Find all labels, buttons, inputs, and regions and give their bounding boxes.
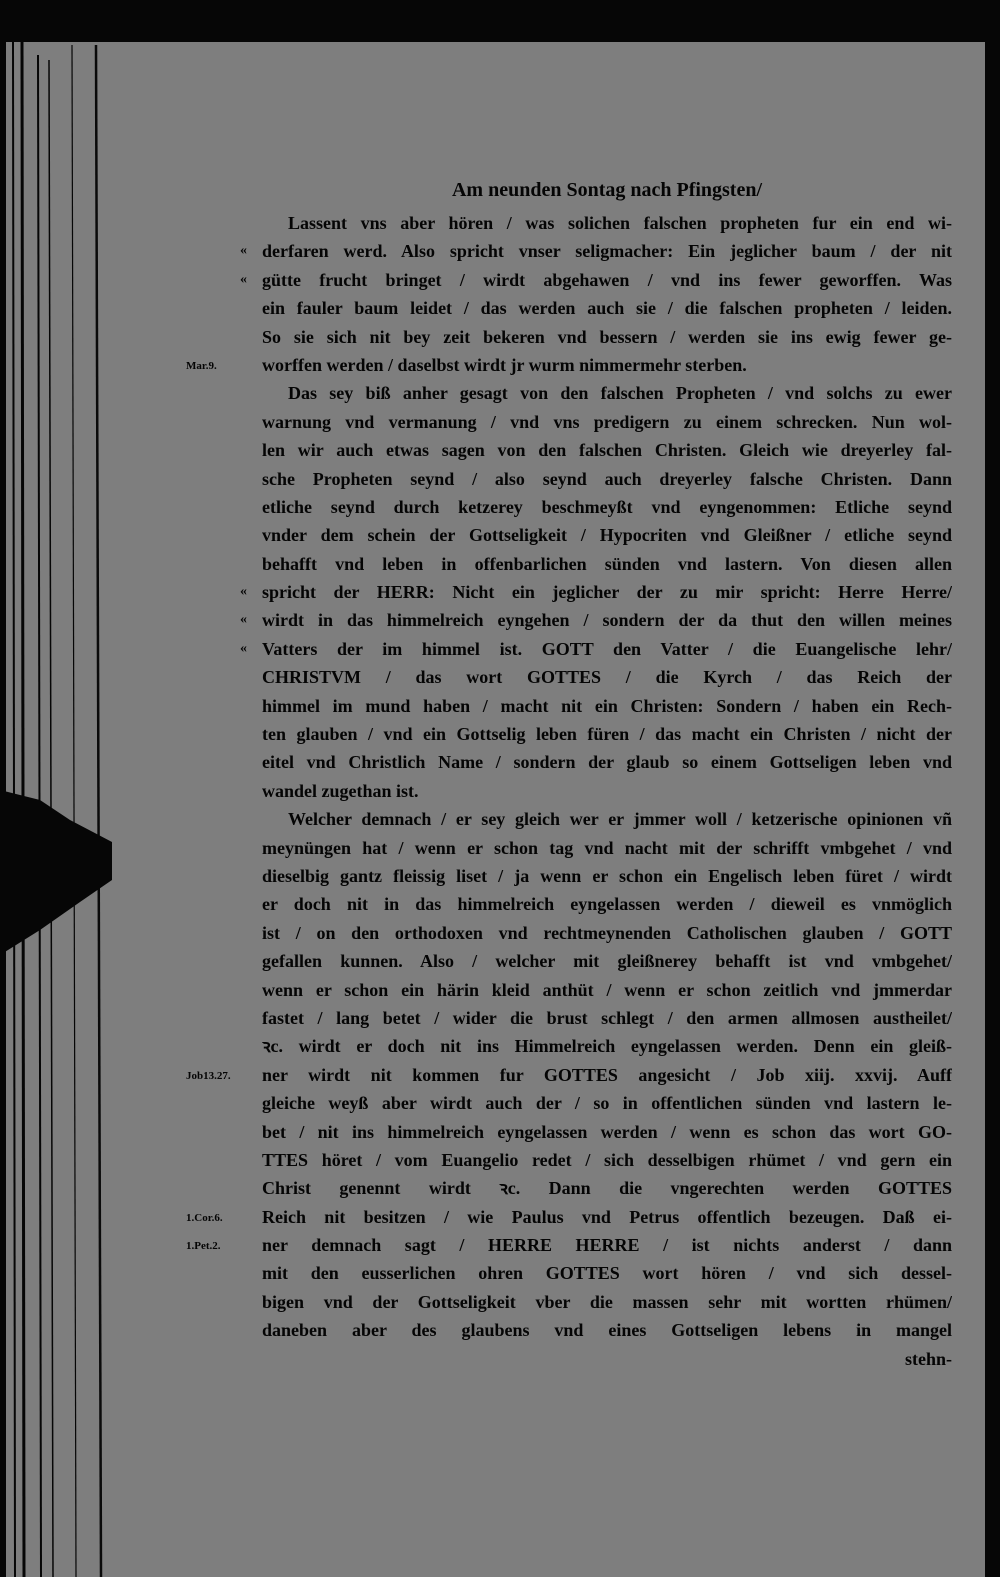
line-text: wenn er schon ein härin kleid anthüt / wenn er schon zeitlich vnd jmmerdar <box>262 979 952 1000</box>
quotation-mark: « <box>240 640 247 656</box>
quotation-mark: « <box>240 243 247 259</box>
text-line <box>262 1118 952 1146</box>
text-line <box>240 606 952 634</box>
margin-note: Mar.9. <box>186 359 217 372</box>
text-line <box>262 748 952 776</box>
line-text: wirdt in das himmelreich eyngehen / sondern der da thut den willen meines <box>262 610 952 631</box>
running-head: Am neunden Sontag nach Pfingsten/ <box>451 179 763 201</box>
text-line <box>262 1259 952 1287</box>
line-text: CHRISTVM / das wort GOTTES / die Kyrch / das Reich der <box>262 667 952 688</box>
line-text: worffen werden / daselbst wirdt jr wurm nimmermehr sterben. <box>262 354 747 375</box>
line-text: dieselbig gantz fleissig liset / ja wenn er schon ein Engelisch leben füret / wirdt <box>262 865 952 886</box>
text-line <box>262 663 952 691</box>
text-line <box>186 1203 952 1231</box>
text-line <box>262 976 952 1004</box>
line-text: ist / on den orthodoxen vnd rechtmeynenden Catholischen glauben / GOTT <box>262 922 952 943</box>
quotation-mark: « <box>240 612 247 628</box>
text-line <box>262 862 952 890</box>
text-line <box>240 635 952 663</box>
margin-note: 1.Cor.6. <box>186 1211 223 1224</box>
text-line <box>262 720 952 748</box>
line-text: Vatters der im himmel ist. GOTT den Vatter / die Euangelische lehr/ <box>262 638 952 659</box>
text-line <box>262 1288 952 1316</box>
line-text: fastet / lang betet / wider die brust schlegt / den armen allmosen austheilet/ <box>262 1007 952 1028</box>
text-line <box>262 209 952 237</box>
line-text: mit den eusserlichen ohren GOTTES wort hören / vnd sich dessel- <box>262 1263 952 1284</box>
catchword-line <box>262 1345 952 1373</box>
scan-right-border <box>985 0 1000 1577</box>
text-line <box>262 805 952 833</box>
text-line <box>262 1089 952 1117</box>
line-text: wandel zugethan ist. <box>262 780 419 801</box>
line-text: Welcher demnach / er sey gleich wer er jmmer woll / ketzerische opinionen vñ <box>288 809 952 830</box>
text-line <box>262 919 952 947</box>
line-text: sche Propheten seynd / also seynd auch dreyerley falsche Christen. Dann <box>262 468 952 489</box>
text-line <box>262 834 952 862</box>
text-line <box>262 1146 952 1174</box>
line-text: spricht der HERR: Nicht ein jeglicher der zu mir spricht: Herre Herre/ <box>262 582 952 603</box>
text-line <box>262 379 952 407</box>
line-text: gütte frucht bringet / wirdt abgehawen / vnd ins fewer geworffen. Was <box>262 269 952 290</box>
text-block <box>186 209 952 1373</box>
text-line <box>186 1231 952 1259</box>
line-text: etliche seynd durch ketzerey beschmeyßt vnd eyngenommen: Etliche seynd <box>262 496 952 517</box>
line-text: ꝛc. wirdt er doch nit ins Himmelreich eyngelassen werden. Denn ein gleiß- <box>262 1036 952 1057</box>
line-text: eitel vnd Christlich Name / sondern der glaub so einem Gottseligen leben vnd <box>262 752 952 773</box>
line-text: So sie sich nit bey zeit bekeren vnd bessern / werden sie ins ewig fewer ge- <box>262 326 952 347</box>
line-text: ein fauler baum leidet / das werden auch sie / die falschen propheten / leiden. <box>262 298 952 319</box>
text-line <box>262 408 952 436</box>
catchword: stehn- <box>904 1348 952 1369</box>
text-line <box>262 1004 952 1032</box>
line-text: Reich nit besitzen / wie Paulus vnd Petrus offentlich bezeugen. Daß ei- <box>262 1206 952 1227</box>
text-line <box>262 521 952 549</box>
text-line <box>240 266 952 294</box>
quotation-mark: « <box>240 271 247 287</box>
scan-top-border <box>0 0 1000 42</box>
book-edge-lines <box>0 0 120 1577</box>
text-line <box>186 351 952 379</box>
line-text: Christ genennt wirdt ꝛc. Dann die vngerechten werden GOTTES <box>262 1178 952 1199</box>
text-line <box>262 465 952 493</box>
line-text: himmel im mund haben / macht nit ein Christen: Sondern / haben ein Rech- <box>262 695 952 716</box>
text-line <box>262 436 952 464</box>
text-line <box>262 294 952 322</box>
line-text: derfaren werd. Also spricht vnser seligmacher: Ein jeglicher baum / der nit <box>262 241 952 262</box>
line-text: behafft vnd leben in offenbarlichen sünden vnd lastern. Von diesen allen <box>262 553 952 574</box>
line-text: er doch nit in das himmelreich eyngelassen werden / dieweil es vnmöglich <box>262 894 952 915</box>
quotation-mark: « <box>240 584 247 600</box>
line-text: meynüngen hat / wenn er schon tag vnd nacht mit der schrifft vmbgehet / vnd <box>262 837 952 858</box>
line-text: daneben aber des glaubens vnd eines Gottseligen lebens in mangel <box>262 1320 952 1341</box>
line-text: bigen vnd der Gottseligkeit vber die massen sehr mit wortten rhümen/ <box>262 1291 952 1312</box>
text-line <box>240 578 952 606</box>
line-text: ner wirdt nit kommen fur GOTTES angesicht / Job xiij. xxvij. Auff <box>262 1064 952 1085</box>
line-text: gleiche weyß aber wirdt auch der / so in offentlichen sünden vnd lastern le- <box>262 1093 952 1114</box>
text-line <box>262 1032 952 1060</box>
line-text: gefallen kunnen. Also / welcher mit gleißnerey behafft ist vnd vmbgehet/ <box>262 951 952 972</box>
text-line <box>240 237 952 265</box>
text-line <box>262 493 952 521</box>
text-line <box>262 1316 952 1344</box>
text-line <box>262 550 952 578</box>
line-text: bet / nit ins himmelreich eyngelassen werden / wenn es schon das wort GO- <box>262 1121 952 1142</box>
line-text: ner demnach sagt / HERRE HERRE / ist nichts anderst / dann <box>262 1235 952 1256</box>
line-text: TTES höret / vom Euangelio redet / sich desselbigen rhümet / vnd gern ein <box>262 1149 952 1170</box>
text-line <box>262 777 952 805</box>
line-text: Lassent vns aber hören / was solichen falschen propheten fur ein end wi- <box>288 213 952 233</box>
line-text: len wir auch etwas sagen von den falschen Christen. Gleich wie dreyerley fal- <box>262 440 952 461</box>
line-text: warnung vnd vermanung / vnd vns predigern zu einem schrecken. Nun wol- <box>262 411 952 432</box>
text-line <box>262 1174 952 1202</box>
text-line <box>262 947 952 975</box>
margin-note: Job13.27. <box>186 1069 231 1082</box>
line-text: Das sey biß anher gesagt von den falschen Propheten / vnd solchs zu ewer <box>288 383 952 404</box>
margin-note: 1.Pet.2. <box>186 1240 221 1253</box>
text-line <box>262 323 952 351</box>
line-text: vnder dem schein der Gottseligkeit / Hypocriten vnd Gleißner / etliche seynd <box>262 525 952 546</box>
text-line <box>262 692 952 720</box>
line-text: ten glauben / vnd ein Gottselig leben füren / das macht ein Christen / nicht der <box>262 724 952 745</box>
text-line <box>262 890 952 918</box>
text-line <box>186 1061 952 1089</box>
